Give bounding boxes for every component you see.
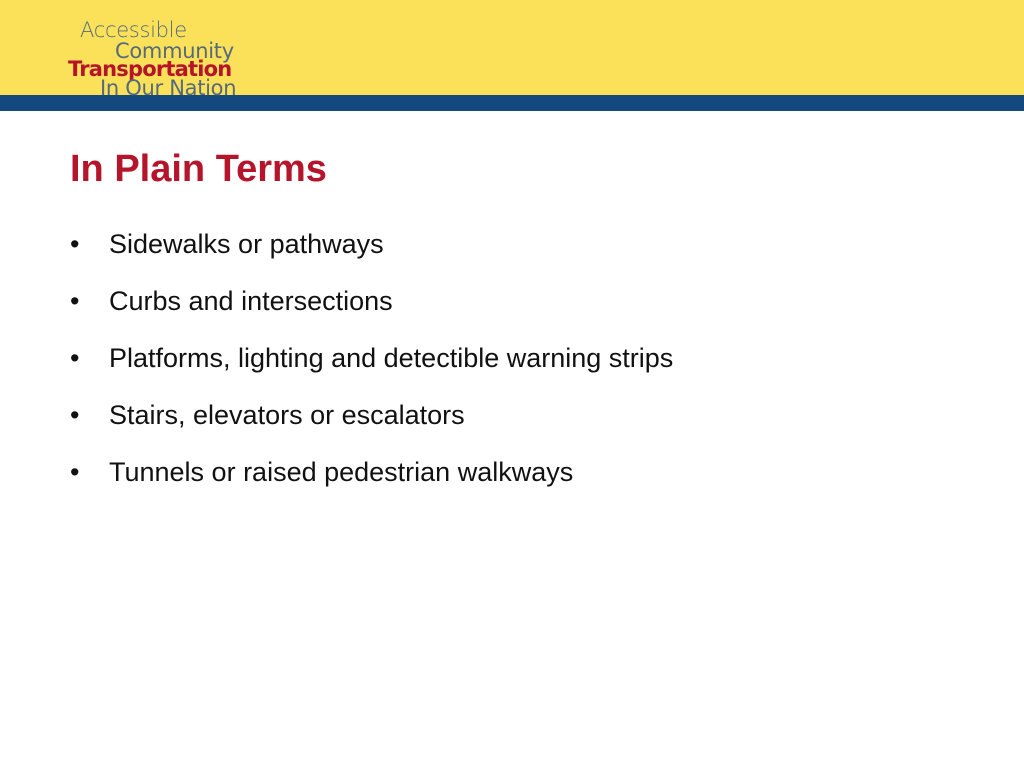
- accessible-community-transportation-logo: [0, 0, 300, 100]
- bullet-text: Platforms, lighting and detectible warning strips: [109, 343, 674, 373]
- logo-line-nation: In Our Nation: [100, 76, 237, 100]
- bullet-icon: •: [70, 343, 80, 373]
- slide-title: In Plain Terms: [70, 148, 327, 190]
- bullet-icon: •: [70, 286, 80, 316]
- bullet-icon: •: [70, 400, 80, 430]
- bullet-text: Curbs and intersections: [109, 286, 393, 316]
- logo-line-community: Community: [115, 39, 234, 63]
- bullet-icon: •: [70, 229, 80, 259]
- logo-line-accessible: Accessible: [80, 18, 187, 42]
- bullet-icon: •: [70, 457, 80, 487]
- bullet-text: Sidewalks or pathways: [109, 229, 384, 259]
- bullet-text: Tunnels or raised pedestrian walkways: [109, 457, 574, 487]
- bullet-text: Stairs, elevators or escalators: [109, 400, 465, 430]
- logo-line-transportation: Transportation: [68, 57, 232, 81]
